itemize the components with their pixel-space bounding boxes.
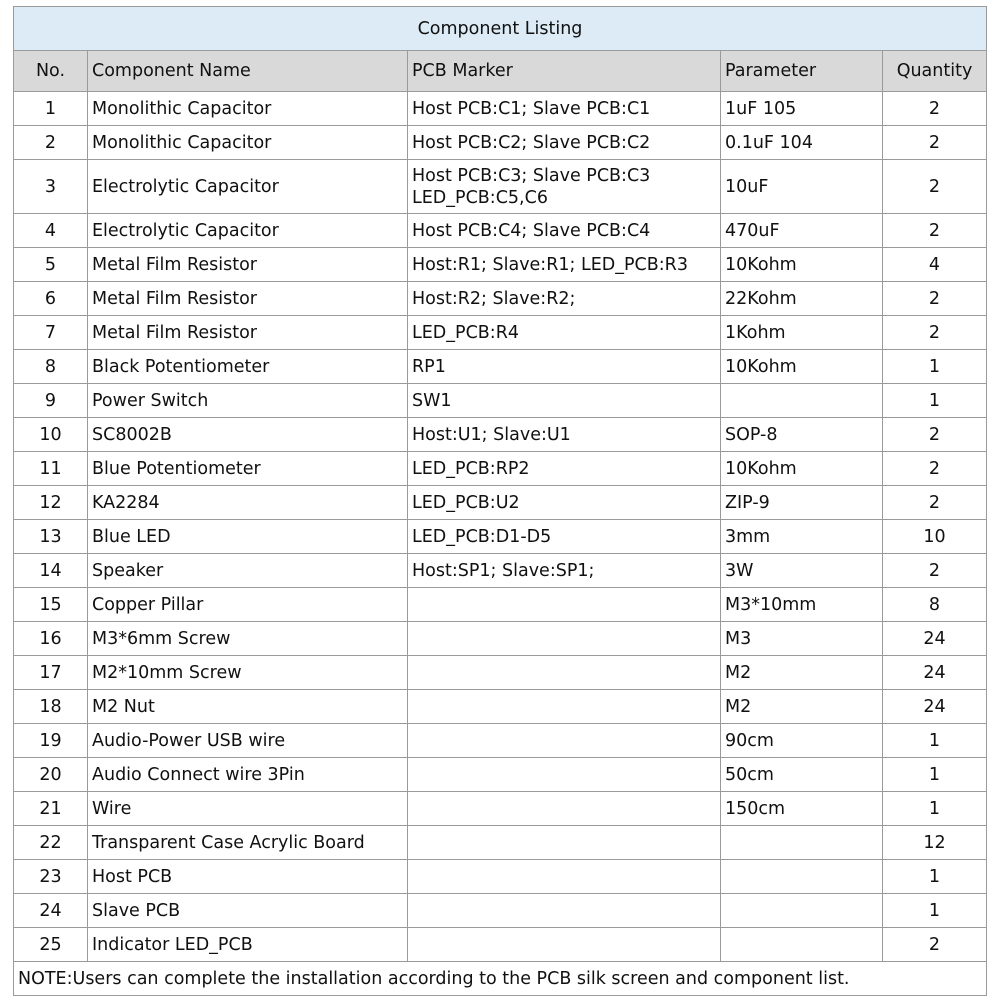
table-row [14, 384, 987, 418]
cell-pcb-marker [408, 486, 721, 520]
cell-pcb-marker [408, 452, 721, 486]
cell-parameter: 150cm [721, 792, 883, 826]
cell-parameter [721, 928, 883, 962]
cell-component-name: Electrolytic Capacitor [88, 214, 408, 248]
cell-pcb-marker [408, 588, 721, 622]
cell-no: 6 [14, 282, 88, 316]
cell-parameter: 1uF 105 [721, 92, 883, 126]
cell-pcb-marker [408, 928, 721, 962]
cell-parameter: 3W [721, 554, 883, 588]
cell-component-name: Wire [88, 792, 408, 826]
cell-component-name: Power Switch [88, 384, 408, 418]
table-row [14, 792, 987, 826]
cell-parameter: 22Kohm [721, 282, 883, 316]
table-row [14, 554, 987, 588]
cell-pcb-marker [408, 656, 721, 690]
table-row [14, 486, 987, 520]
cell-quantity: 4 [883, 248, 987, 282]
note-row [14, 962, 987, 996]
pcb-marker-line: Host:R1; Slave:R1; LED_PCB:R3 [412, 254, 688, 275]
pcb-marker-line: LED_PCB:C5,C6 [412, 187, 548, 208]
cell-quantity: 24 [883, 622, 987, 656]
table-row [14, 126, 987, 160]
pcb-marker-line: Host PCB:C3; Slave PCB:C3 [412, 165, 651, 186]
cell-component-name: Copper Pillar [88, 588, 408, 622]
cell-quantity: 24 [883, 656, 987, 690]
cell-component-name: Metal Film Resistor [88, 282, 408, 316]
cell-component-name: M3*6mm Screw [88, 622, 408, 656]
cell-quantity: 1 [883, 860, 987, 894]
cell-component-name: M2*10mm Screw [88, 656, 408, 690]
cell-component-name: KA2284 [88, 486, 408, 520]
cell-parameter: M3 [721, 622, 883, 656]
table-row [14, 92, 987, 126]
component-listing-table [13, 6, 987, 996]
cell-pcb-marker [408, 826, 721, 860]
table-row [14, 214, 987, 248]
cell-pcb-marker [408, 282, 721, 316]
cell-no: 23 [14, 860, 88, 894]
cell-no: 2 [14, 126, 88, 160]
cell-quantity: 1 [883, 724, 987, 758]
cell-quantity: 2 [883, 486, 987, 520]
cell-no: 4 [14, 214, 88, 248]
cell-parameter [721, 826, 883, 860]
cell-pcb-marker [408, 160, 721, 214]
cell-parameter [721, 384, 883, 418]
cell-component-name: SC8002B [88, 418, 408, 452]
cell-component-name: Slave PCB [88, 894, 408, 928]
cell-no: 8 [14, 350, 88, 384]
cell-pcb-marker [408, 316, 721, 350]
cell-no: 16 [14, 622, 88, 656]
cell-no: 11 [14, 452, 88, 486]
cell-parameter: SOP-8 [721, 418, 883, 452]
cell-component-name: Electrolytic Capacitor [88, 160, 408, 214]
cell-parameter [721, 860, 883, 894]
table-row [14, 826, 987, 860]
cell-component-name: Transparent Case Acrylic Board [88, 826, 408, 860]
pcb-marker-line: Host:U1; Slave:U1 [412, 424, 571, 445]
table-row [14, 248, 987, 282]
cell-component-name: Metal Film Resistor [88, 248, 408, 282]
pcb-marker-line: SW1 [412, 390, 452, 411]
cell-no: 10 [14, 418, 88, 452]
header-quantity: Quantity [883, 51, 987, 92]
cell-quantity: 1 [883, 384, 987, 418]
cell-component-name: Blue Potentiometer [88, 452, 408, 486]
cell-quantity: 2 [883, 92, 987, 126]
cell-pcb-marker [408, 418, 721, 452]
table-row [14, 588, 987, 622]
cell-component-name: Speaker [88, 554, 408, 588]
table-row [14, 656, 987, 690]
cell-component-name: Host PCB [88, 860, 408, 894]
table-row [14, 282, 987, 316]
pcb-marker-line: LED_PCB:RP2 [412, 458, 530, 479]
cell-parameter: 10Kohm [721, 452, 883, 486]
cell-pcb-marker [408, 894, 721, 928]
pcb-marker-line: Host PCB:C1; Slave PCB:C1 [412, 98, 651, 119]
pcb-marker-line: LED_PCB:R4 [412, 322, 519, 343]
cell-no: 14 [14, 554, 88, 588]
table-row [14, 928, 987, 962]
cell-component-name: Metal Film Resistor [88, 316, 408, 350]
pcb-marker-line: LED_PCB:U2 [412, 492, 520, 513]
cell-no: 13 [14, 520, 88, 554]
cell-pcb-marker [408, 792, 721, 826]
cell-quantity: 1 [883, 894, 987, 928]
cell-no: 7 [14, 316, 88, 350]
cell-quantity: 2 [883, 160, 987, 214]
header-no: No. [14, 51, 88, 92]
cell-parameter: 50cm [721, 758, 883, 792]
note-text: NOTE:Users can complete the installation according to the PCB silk screen and component list. [14, 962, 987, 996]
cell-quantity: 1 [883, 792, 987, 826]
table-row [14, 350, 987, 384]
cell-pcb-marker [408, 92, 721, 126]
header-parameter: Parameter [721, 51, 883, 92]
table-body [14, 92, 987, 962]
pcb-marker-line: LED_PCB:D1-D5 [412, 526, 552, 547]
pcb-marker-line: Host:R2; Slave:R2; [412, 288, 576, 309]
cell-pcb-marker [408, 350, 721, 384]
cell-component-name: Monolithic Capacitor [88, 126, 408, 160]
cell-quantity: 2 [883, 214, 987, 248]
cell-parameter: 1Kohm [721, 316, 883, 350]
table-row [14, 452, 987, 486]
cell-no: 22 [14, 826, 88, 860]
cell-no: 15 [14, 588, 88, 622]
pcb-marker-line: Host PCB:C2; Slave PCB:C2 [412, 132, 651, 153]
table-row [14, 690, 987, 724]
cell-pcb-marker [408, 214, 721, 248]
table-row [14, 520, 987, 554]
cell-component-name: Indicator LED_PCB [88, 928, 408, 962]
cell-no: 19 [14, 724, 88, 758]
table-row [14, 860, 987, 894]
cell-parameter: M2 [721, 656, 883, 690]
table-row [14, 316, 987, 350]
cell-pcb-marker [408, 554, 721, 588]
cell-pcb-marker [408, 384, 721, 418]
cell-pcb-marker [408, 758, 721, 792]
cell-pcb-marker [408, 622, 721, 656]
cell-quantity: 2 [883, 554, 987, 588]
cell-no: 18 [14, 690, 88, 724]
cell-parameter [721, 894, 883, 928]
pcb-marker-line: Host:SP1; Slave:SP1; [412, 560, 595, 581]
cell-no: 1 [14, 92, 88, 126]
cell-no: 24 [14, 894, 88, 928]
cell-parameter: 90cm [721, 724, 883, 758]
cell-parameter: 10Kohm [721, 248, 883, 282]
pcb-marker-line: RP1 [412, 356, 446, 377]
table-row [14, 418, 987, 452]
cell-quantity: 2 [883, 316, 987, 350]
cell-component-name: M2 Nut [88, 690, 408, 724]
cell-quantity: 24 [883, 690, 987, 724]
cell-quantity: 2 [883, 282, 987, 316]
cell-pcb-marker [408, 690, 721, 724]
cell-no: 12 [14, 486, 88, 520]
cell-component-name: Black Potentiometer [88, 350, 408, 384]
cell-parameter: M3*10mm [721, 588, 883, 622]
cell-parameter: 470uF [721, 214, 883, 248]
cell-pcb-marker [408, 520, 721, 554]
title-row [14, 7, 987, 51]
table-row [14, 622, 987, 656]
header-component-name: Component Name [88, 51, 408, 92]
cell-no: 17 [14, 656, 88, 690]
cell-pcb-marker [408, 248, 721, 282]
cell-component-name: Audio Connect wire 3Pin [88, 758, 408, 792]
cell-quantity: 12 [883, 826, 987, 860]
cell-pcb-marker [408, 860, 721, 894]
header-pcb-marker: PCB Marker [408, 51, 721, 92]
cell-component-name: Blue LED [88, 520, 408, 554]
cell-parameter: 10uF [721, 160, 883, 214]
cell-quantity: 8 [883, 588, 987, 622]
cell-no: 25 [14, 928, 88, 962]
cell-quantity: 2 [883, 418, 987, 452]
cell-no: 9 [14, 384, 88, 418]
cell-parameter: 10Kohm [721, 350, 883, 384]
cell-component-name: Audio-Power USB wire [88, 724, 408, 758]
cell-quantity: 2 [883, 452, 987, 486]
cell-quantity: 1 [883, 350, 987, 384]
cell-no: 21 [14, 792, 88, 826]
table-row [14, 894, 987, 928]
cell-parameter: 3mm [721, 520, 883, 554]
cell-quantity: 1 [883, 758, 987, 792]
cell-parameter: M2 [721, 690, 883, 724]
pcb-marker-line: Host PCB:C4; Slave PCB:C4 [412, 220, 651, 241]
cell-quantity: 2 [883, 928, 987, 962]
cell-no: 5 [14, 248, 88, 282]
cell-parameter: 0.1uF 104 [721, 126, 883, 160]
cell-parameter: ZIP-9 [721, 486, 883, 520]
cell-pcb-marker [408, 724, 721, 758]
table-row [14, 724, 987, 758]
table-row [14, 160, 987, 214]
table-row [14, 758, 987, 792]
cell-quantity: 2 [883, 126, 987, 160]
cell-no: 3 [14, 160, 88, 214]
cell-component-name: Monolithic Capacitor [88, 92, 408, 126]
cell-no: 20 [14, 758, 88, 792]
cell-quantity: 10 [883, 520, 987, 554]
table-title: Component Listing [14, 7, 987, 51]
header-row [14, 51, 987, 92]
cell-pcb-marker [408, 126, 721, 160]
